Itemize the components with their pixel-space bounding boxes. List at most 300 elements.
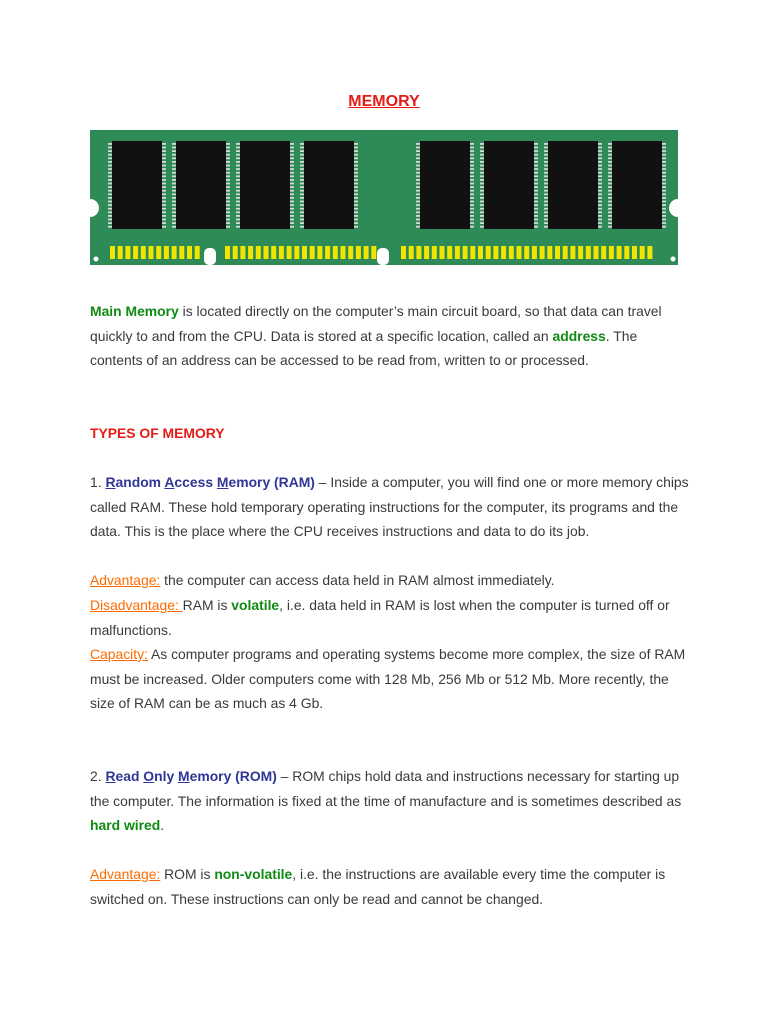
edge-contact [632, 246, 637, 259]
chip-pin [470, 208, 474, 210]
chip-pin [172, 190, 176, 192]
chip-pin [300, 154, 304, 156]
edge-contact [617, 246, 622, 259]
chip-pin [662, 183, 666, 185]
chip-pin [236, 143, 240, 145]
chip-pin [226, 186, 230, 188]
chip-pin [470, 183, 474, 185]
chip-pin [108, 222, 112, 224]
chip-pin [662, 226, 666, 228]
ram-advantage-text: the computer can access data held in RAM almost immediately. [160, 572, 555, 588]
edge-contact [540, 246, 545, 259]
chip-pin [290, 143, 294, 145]
chip-pin [162, 168, 166, 170]
edge-contact [149, 246, 154, 259]
chip-pin [300, 193, 304, 195]
edge-contact [195, 246, 200, 259]
edge-contact [172, 246, 177, 259]
chip-pin [172, 193, 176, 195]
edge-contact [401, 246, 406, 259]
key-notch [377, 248, 389, 265]
chip-pin [300, 190, 304, 192]
chip-pin [480, 201, 484, 203]
chip-pin [162, 219, 166, 221]
chip-pin [162, 201, 166, 203]
chip-pin [608, 175, 612, 177]
chip-pin [608, 204, 612, 206]
ram-initial-m: M [216, 474, 229, 490]
chip-pin [290, 150, 294, 152]
chip-pin [236, 208, 240, 210]
edge-contact [447, 246, 452, 259]
chip-pin [162, 157, 166, 159]
chip-pin [290, 168, 294, 170]
chip-pin [108, 157, 112, 159]
chip-pin [172, 179, 176, 181]
chip-pin [162, 222, 166, 224]
chip-pin [172, 168, 176, 170]
chip-pin [662, 219, 666, 221]
edge-contact [164, 246, 169, 259]
chip-pin [354, 150, 358, 152]
chip-pin [300, 147, 304, 149]
chip-pin [480, 143, 484, 145]
chip-pin [416, 226, 420, 228]
chip-pin [226, 190, 230, 192]
chip-pin [416, 168, 420, 170]
edge-contact [118, 246, 123, 259]
chip-pin [162, 179, 166, 181]
chip-pin [300, 208, 304, 210]
edge-contact [647, 246, 652, 259]
chip-pin [544, 222, 548, 224]
chip-pin [108, 165, 112, 167]
chip-pin [172, 165, 176, 167]
chip-pin [662, 147, 666, 149]
edge-contact [156, 246, 161, 259]
chip-pin [416, 193, 420, 195]
chip-pin [662, 186, 666, 188]
edge-contact [333, 246, 338, 259]
intro-paragraph [90, 299, 690, 373]
chip-pin [300, 201, 304, 203]
chip-pin [544, 208, 548, 210]
chip-pin [354, 215, 358, 217]
edge-contact [424, 246, 429, 259]
chip-pin [608, 161, 612, 163]
chip-pin [172, 186, 176, 188]
chip-pin [236, 190, 240, 192]
chip-pin [544, 183, 548, 185]
chip-pin [172, 183, 176, 185]
edge-contact [547, 246, 552, 259]
edge-contact [279, 246, 284, 259]
chip-pin [416, 161, 420, 163]
chip-pin [226, 222, 230, 224]
key-notch [204, 248, 216, 265]
chip-pin [480, 175, 484, 177]
rom-initial-o: O [143, 768, 155, 784]
chip-pin [544, 143, 548, 145]
chip-pin [470, 190, 474, 192]
chip-pin [162, 193, 166, 195]
chip-pin [470, 222, 474, 224]
chip-pin [290, 211, 294, 213]
chip-pin [236, 186, 240, 188]
chip-pin [470, 143, 474, 145]
chip-pin [226, 157, 230, 159]
chip-pin [108, 204, 112, 206]
chip-pin [608, 219, 612, 221]
chip-pin [162, 154, 166, 156]
chip-pin [598, 226, 602, 228]
chip-pin [354, 168, 358, 170]
chip-pin [172, 154, 176, 156]
chip-pin [354, 147, 358, 149]
chip-pin [470, 147, 474, 149]
chip-pin [608, 179, 612, 181]
chip-pin [534, 190, 538, 192]
chip-pin [544, 172, 548, 174]
chip-pin [290, 219, 294, 221]
edge-contact [470, 246, 475, 259]
chip-pin [608, 165, 612, 167]
chip-pin [236, 157, 240, 159]
chip-pin [470, 197, 474, 199]
edge-contact [524, 246, 529, 259]
ram-description: – Inside a computer, you will find one or more memory chips called RAM. These hold temporary operating instructions for the computer, its programs and the data. This is the place where the CPU receives instructions and data to do its job. [90, 474, 689, 539]
chip-pin [226, 179, 230, 181]
chip-pin [662, 193, 666, 195]
chip-pin [416, 219, 420, 221]
chip-pin [662, 222, 666, 224]
chip-pin [544, 215, 548, 217]
rom-description-end: . [160, 817, 165, 833]
edge-contact [624, 246, 629, 259]
chip-pin [416, 147, 420, 149]
chip-pin [480, 157, 484, 159]
chip-pin [290, 222, 294, 224]
chip-pin [236, 183, 240, 185]
chip-pin [300, 168, 304, 170]
chip-pin [416, 165, 420, 167]
chip-pin [470, 215, 474, 217]
chip-pin [354, 201, 358, 203]
chip-pin [544, 190, 548, 192]
chip-pin [662, 201, 666, 203]
chip-pin [354, 179, 358, 181]
chip-pin [290, 201, 294, 203]
chip-pin [108, 183, 112, 185]
chip-pin [662, 190, 666, 192]
edge-contact [640, 246, 645, 259]
chip-pin [172, 204, 176, 206]
chip-pin [108, 193, 112, 195]
chip-pin [598, 197, 602, 199]
chip-pin [598, 154, 602, 156]
edge-contact [125, 246, 130, 259]
chip-pin [108, 211, 112, 213]
chip-pin [608, 211, 612, 213]
chip-pin [290, 215, 294, 217]
chip-pin [300, 211, 304, 213]
chip-pin [172, 211, 176, 213]
chip-pin [480, 150, 484, 152]
chip-pin [172, 161, 176, 163]
chip-pin [226, 208, 230, 210]
chip-pin [662, 211, 666, 213]
chip-pin [162, 165, 166, 167]
chip-pin [470, 193, 474, 195]
chip-pin [608, 190, 612, 192]
chip-pin [608, 147, 612, 149]
ram-disadvantage [90, 593, 690, 642]
chip-pin [226, 165, 230, 167]
chip-pin [226, 172, 230, 174]
ram-disadvantage-text-1: RAM is [182, 597, 232, 613]
chip-pin [300, 222, 304, 224]
chip-pin [662, 215, 666, 217]
chip-pin [534, 197, 538, 199]
chip-pin [416, 150, 420, 152]
edge-contact [141, 246, 146, 259]
chip-pin [470, 150, 474, 152]
edge-contact [294, 246, 299, 259]
chip-pin [480, 168, 484, 170]
chip-pin [300, 161, 304, 163]
ram-capacity [90, 642, 690, 716]
chip-pin [226, 226, 230, 228]
memory-chip [484, 141, 534, 229]
chip-pin [544, 147, 548, 149]
edge-contact [570, 246, 575, 259]
ram-module-image [90, 130, 678, 265]
chip-pin [108, 179, 112, 181]
edge-contact [325, 246, 330, 259]
rom-advantage-text-2: , i.e. the instructions are available every time the computer is switched on. These instructions can only be read and cannot be changed. [90, 866, 666, 907]
chip-pin [236, 172, 240, 174]
chip-pin [290, 157, 294, 159]
chip-pin [598, 208, 602, 210]
chip-pin [608, 150, 612, 152]
chip-pin [354, 165, 358, 167]
types-heading: TYPES OF MEMORY [90, 425, 225, 441]
chip-pin [162, 183, 166, 185]
chip-pin [598, 201, 602, 203]
chip-pin [662, 143, 666, 145]
chip-pin [354, 219, 358, 221]
address-term: address [552, 327, 606, 344]
chip-pin [354, 183, 358, 185]
chip-pin [480, 183, 484, 185]
chip-pin [534, 161, 538, 163]
chip-pin [534, 168, 538, 170]
chip-pin [416, 172, 420, 174]
chip-pin [162, 150, 166, 152]
chip-pin [480, 211, 484, 213]
chip-pin [162, 197, 166, 199]
chip-pin [598, 215, 602, 217]
chip-pin [608, 201, 612, 203]
chip-pin [598, 179, 602, 181]
chip-pin [534, 193, 538, 195]
chip-pin [480, 186, 484, 188]
edge-contact [532, 246, 537, 259]
chip-pin [300, 215, 304, 217]
ram-initial-a: A [164, 474, 175, 490]
rom-advantage-text-1: ROM is [160, 866, 215, 882]
chip-pin [354, 190, 358, 192]
edge-contact [317, 246, 322, 259]
chip-pin [108, 186, 112, 188]
chip-pin [598, 165, 602, 167]
chip-pin [354, 175, 358, 177]
edge-contact [240, 246, 245, 259]
edge-contact [371, 246, 376, 259]
chip-pin [598, 157, 602, 159]
chip-pin [470, 179, 474, 181]
chip-pin [354, 204, 358, 206]
edge-contact [493, 246, 498, 259]
chip-pin [480, 197, 484, 199]
chip-pin [290, 197, 294, 199]
edge-contact [455, 246, 460, 259]
chip-pin [354, 172, 358, 174]
ram-capacity-text: As computer programs and operating systems become more complex, the size of RAM must be increased. Older computers come with 128 Mb, 256 Mb or 512 Mb. More recently, the size of RAM can be as much as 4 Gb. [90, 646, 686, 711]
chip-pin [608, 172, 612, 174]
edge-contact [517, 246, 522, 259]
chip-pin [236, 226, 240, 228]
chip-pin [416, 215, 420, 217]
chip-pin [416, 143, 420, 145]
chip-pin [226, 197, 230, 199]
chip-pin [172, 226, 176, 228]
chip-pin [300, 165, 304, 167]
chip-pin [534, 147, 538, 149]
chip-pin [290, 204, 294, 206]
chip-pin [608, 197, 612, 199]
chip-pin [300, 143, 304, 145]
chip-pin [354, 161, 358, 163]
intro-text-2: . The contents of an address can be accessed to be read from, written to or processed. [90, 327, 638, 368]
edge-contact [478, 246, 483, 259]
chip-pin [354, 226, 358, 228]
chip-pin [416, 197, 420, 199]
chip-pin [534, 211, 538, 213]
chip-pin [470, 186, 474, 188]
edge-contact [356, 246, 361, 259]
chip-pin [162, 215, 166, 217]
chip-pin [470, 211, 474, 213]
chip-pin [470, 219, 474, 221]
chip-pin [290, 226, 294, 228]
chip-pin [544, 186, 548, 188]
chip-pin [300, 175, 304, 177]
chip-pin [470, 165, 474, 167]
chip-pin [598, 186, 602, 188]
chip-pin [162, 204, 166, 206]
chip-pin [534, 186, 538, 188]
chip-pin [108, 172, 112, 174]
chip-pin [480, 219, 484, 221]
chip-pin [480, 172, 484, 174]
chip-pin [534, 150, 538, 152]
chip-pin [236, 204, 240, 206]
main-memory-term: Main Memory [90, 303, 179, 319]
chip-pin [534, 208, 538, 210]
mount-hole [671, 257, 676, 262]
chip-pin [534, 201, 538, 203]
chip-pin [470, 172, 474, 174]
chip-pin [226, 193, 230, 195]
edge-contact [364, 246, 369, 259]
chip-pin [290, 183, 294, 185]
chip-pin [290, 154, 294, 156]
memory-chip [612, 141, 662, 229]
chip-pin [608, 186, 612, 188]
chip-pin [598, 219, 602, 221]
chip-pin [598, 143, 602, 145]
chip-pin [236, 201, 240, 203]
rom-number: 2. [90, 768, 106, 784]
chip-pin [608, 183, 612, 185]
chip-pin [172, 208, 176, 210]
chip-pin [162, 172, 166, 174]
chip-pin [416, 222, 420, 224]
chip-pin [598, 183, 602, 185]
chip-pin [172, 215, 176, 217]
chip-pin [354, 143, 358, 145]
ram-word-1: andom [115, 474, 165, 490]
chip-pin [544, 219, 548, 221]
chip-pin [534, 226, 538, 228]
chip-pin [108, 147, 112, 149]
chip-pin [480, 208, 484, 210]
chip-pin [598, 172, 602, 174]
chip-pin [544, 161, 548, 163]
edge-contact [310, 246, 315, 259]
chip-pin [354, 186, 358, 188]
chip-pin [470, 226, 474, 228]
chip-pin [534, 219, 538, 221]
chip-pin [534, 175, 538, 177]
chip-pin [598, 211, 602, 213]
chip-pin [534, 165, 538, 167]
chip-pin [226, 143, 230, 145]
chip-pin [416, 179, 420, 181]
chip-pin [172, 219, 176, 221]
chip-pin [162, 208, 166, 210]
chip-pin [416, 154, 420, 156]
chip-pin [480, 161, 484, 163]
edge-contact [432, 246, 437, 259]
chip-pin [480, 179, 484, 181]
chip-pin [534, 183, 538, 185]
chip-pin [662, 172, 666, 174]
chip-pin [354, 211, 358, 213]
chip-pin [108, 201, 112, 203]
chip-pin [534, 143, 538, 145]
chip-pin [470, 201, 474, 203]
chip-pin [480, 147, 484, 149]
chip-pin [480, 215, 484, 217]
memory-chip [176, 141, 226, 229]
chip-pin [416, 204, 420, 206]
chip-pin [300, 150, 304, 152]
chip-pin [226, 183, 230, 185]
chip-pin [236, 215, 240, 217]
chip-pin [662, 175, 666, 177]
